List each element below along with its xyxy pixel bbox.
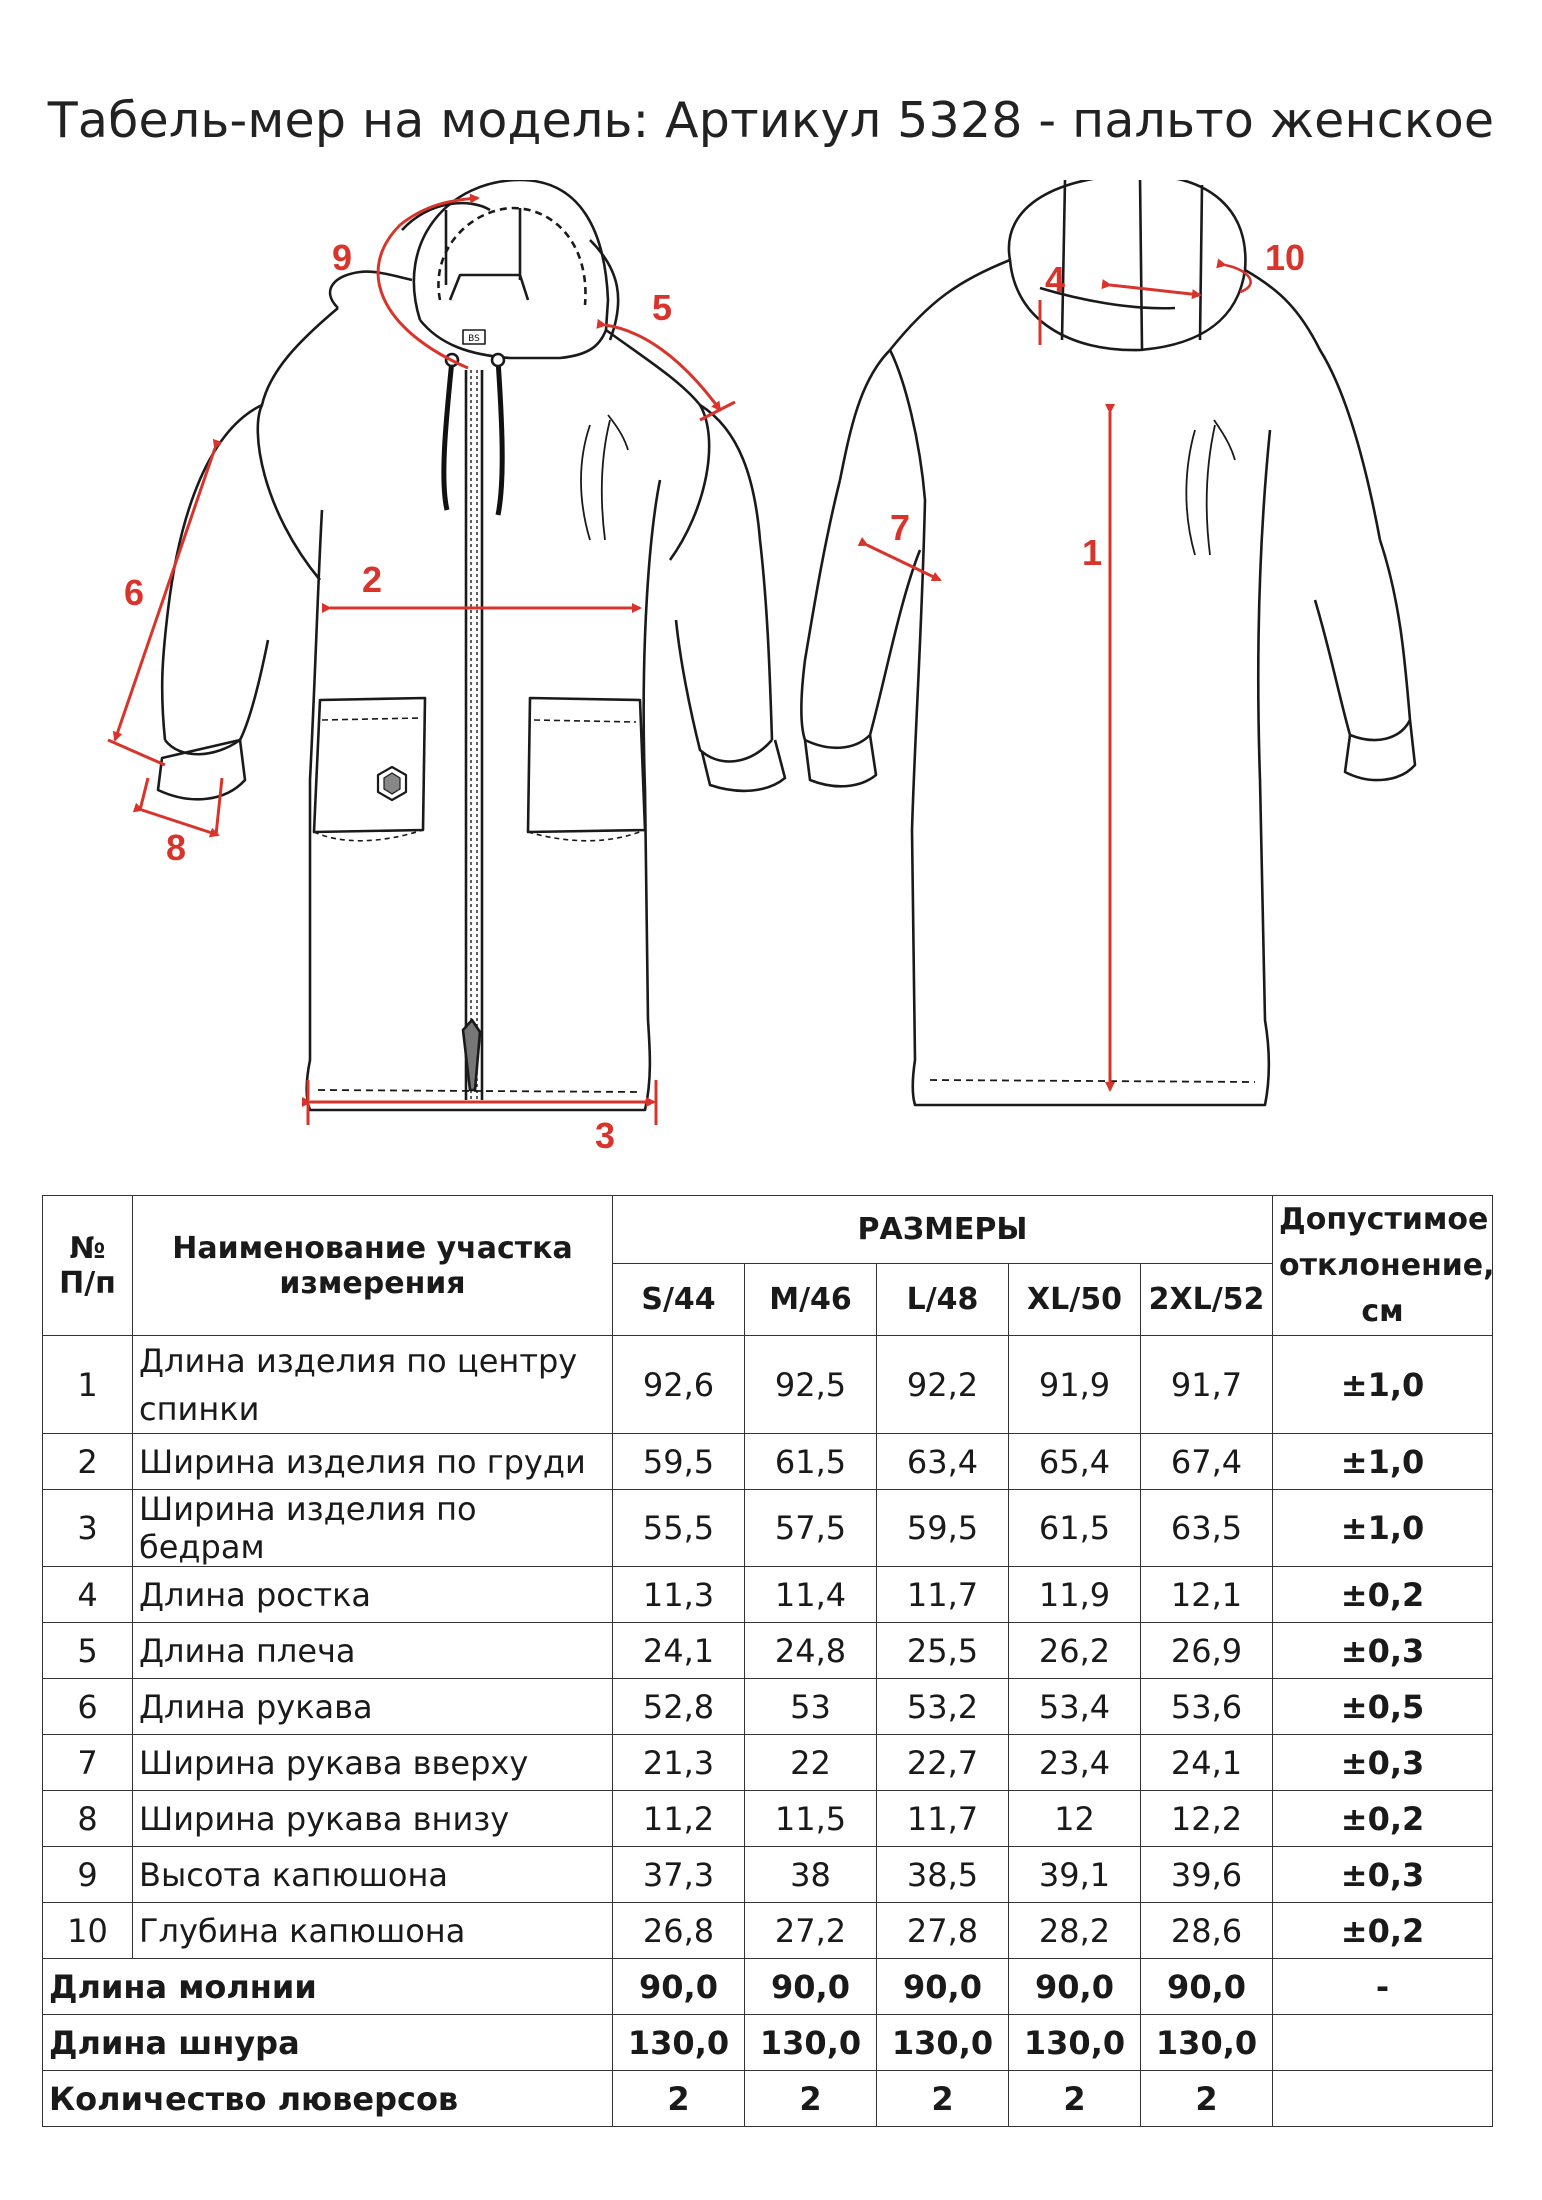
row-name: Ширина рукава вверху [133, 1735, 613, 1791]
header-size: S/44 [613, 1264, 745, 1336]
row-name: Ширина рукава внизу [133, 1791, 613, 1847]
row-name: Длина ростка [133, 1567, 613, 1623]
row-name: Длина шнура [43, 2015, 613, 2071]
marker-10: 10 [1265, 237, 1306, 278]
measurement-lines [108, 198, 1251, 1125]
row-name: Длина рукава [133, 1679, 613, 1735]
table-row-extra: Длина шнура 130,0 130,0 130,0 130,0 130,0 [43, 2015, 1493, 2071]
table-row: 2 Ширина изделия по груди 59,5 61,5 63,4 65,4 67,4 ±1,0 [43, 1434, 1493, 1490]
header-sizes-title: РАЗМЕРЫ [613, 1196, 1273, 1264]
marker-5: 5 [652, 287, 673, 328]
table-row: 5 Длина плеча 24,1 24,8 25,5 26,2 26,9 ±0,3 [43, 1623, 1493, 1679]
header-size: 2XL/52 [1141, 1264, 1273, 1336]
measurement-numbers [124, 237, 1305, 1156]
marker-9: 9 [332, 237, 353, 278]
marker-8: 8 [166, 827, 187, 868]
header-num: № П/п [43, 1196, 133, 1336]
front-view [158, 180, 785, 1110]
page-title: Табель-мер на модель: Артикул 5328 - пальто женское [47, 92, 1495, 149]
marker-4: 4 [1045, 259, 1066, 300]
header-size: L/48 [877, 1264, 1009, 1336]
table-row-extra: Длина молнии 90,0 90,0 90,0 90,0 90,0 - [43, 1959, 1493, 2015]
header-size: XL/50 [1009, 1264, 1141, 1336]
table-row-extra: Количество люверсов 2 2 2 2 2 [43, 2071, 1493, 2127]
row-name: Количество люверсов [43, 2071, 613, 2127]
row-name: Глубина капюшона [133, 1903, 613, 1959]
back-view [801, 180, 1415, 1105]
marker-3: 3 [595, 1115, 616, 1156]
header-tolerance: Допустимое отклонение, см [1273, 1196, 1493, 1336]
table-row: 6 Длина рукава 52,8 53 53,2 53,4 53,6 ±0,5 [43, 1679, 1493, 1735]
size-chart-table [42, 1195, 1493, 2127]
header-size: M/46 [745, 1264, 877, 1336]
brand-label: BS [468, 334, 480, 344]
marker-7: 7 [890, 507, 911, 548]
row-name: Ширина изделия по бедрам [133, 1490, 613, 1567]
header-name: Наименование участка измерения [133, 1196, 613, 1336]
row-name: Длина молнии [43, 1959, 613, 2015]
marker-2: 2 [362, 559, 383, 600]
table-row: 1 Длина изделия по центру спинки 92,6 92,5 92,2 91,9 91,7 ±1,0 [43, 1336, 1493, 1434]
marker-1: 1 [1082, 532, 1103, 573]
table-row: 7 Ширина рукава вверху 21,3 22 22,7 23,4 24,1 ±0,3 [43, 1735, 1493, 1791]
marker-6: 6 [124, 572, 145, 613]
row-name: Высота капюшона [133, 1847, 613, 1903]
row-name: Длина изделия по центру спинки [133, 1336, 613, 1434]
table-row: 9 Высота капюшона 37,3 38 38,5 39,1 39,6 ±0,3 [43, 1847, 1493, 1903]
table-row: 3 Ширина изделия по бедрам 55,5 57,5 59,5 61,5 63,5 ±1,0 [43, 1490, 1493, 1567]
table-row: 8 Ширина рукава внизу 11,2 11,5 11,7 12 12,2 ±0,2 [43, 1791, 1493, 1847]
table-row: 10 Глубина капюшона 26,8 27,2 27,8 28,2 28,6 ±0,2 [43, 1903, 1493, 1959]
row-name: Длина плеча [133, 1623, 613, 1679]
table-row: 4 Длина ростка 11,3 11,4 11,7 11,9 12,1 ±0,2 [43, 1567, 1493, 1623]
row-name: Ширина изделия по груди [133, 1434, 613, 1490]
coat-technical-sketch [0, 180, 1542, 1160]
